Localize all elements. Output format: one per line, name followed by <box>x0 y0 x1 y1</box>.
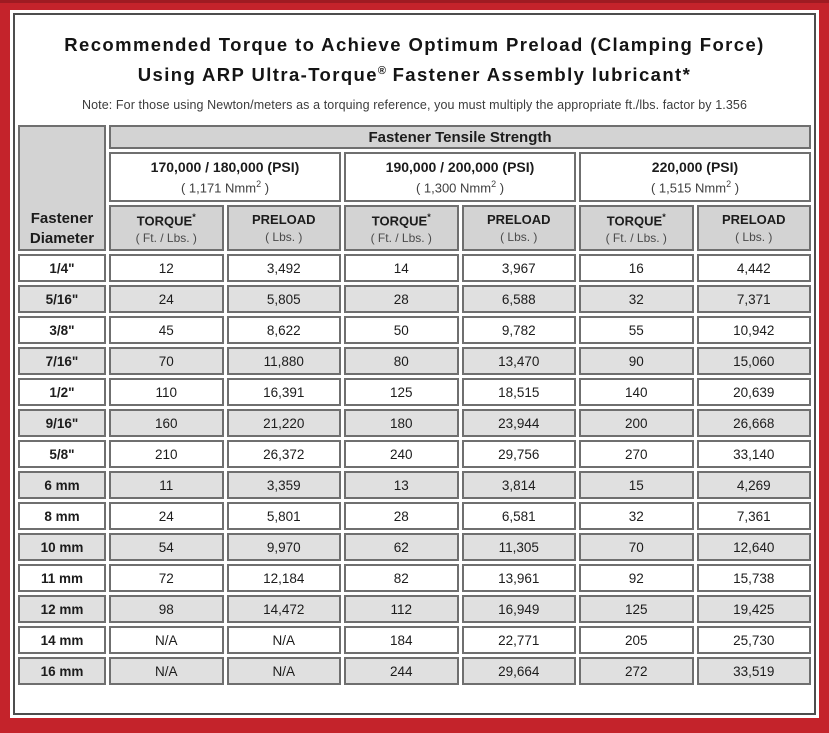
torque-value-cell-group3: 125 <box>579 595 694 623</box>
fastener-diameter-cell: 14 mm <box>18 626 106 654</box>
torque-value-cell-group1: 160 <box>109 409 224 437</box>
torque-column-header <box>344 205 459 251</box>
fastener-diameter-cell: 1/2" <box>18 378 106 406</box>
torque-value-cell-group3: 55 <box>579 316 694 344</box>
fastener-diameter-cell: 7/16" <box>18 347 106 375</box>
table-row <box>18 440 811 468</box>
torque-value-cell-group1: N/A <box>109 626 224 654</box>
torque-value-cell-group2: 62 <box>344 533 459 561</box>
torque-column-header <box>579 205 694 251</box>
fastener-diameter-cell: 8 mm <box>18 502 106 530</box>
torque-unit: ( Ft. / Lbs. ) <box>605 230 667 245</box>
torque-value-cell-group1: 24 <box>109 285 224 313</box>
preload-value-cell-group2: 13,961 <box>462 564 577 592</box>
preload-value-cell-group2: 9,782 <box>462 316 577 344</box>
page-title <box>15 30 814 89</box>
fastener-tensile-strength-header: Fastener Tensile Strength <box>109 125 811 149</box>
preload-value-cell-group3: 25,730 <box>697 626 812 654</box>
preload-label: PRELOAD <box>251 212 316 228</box>
preload-value-cell-group1: 14,472 <box>227 595 342 623</box>
torque-value-cell-group3: 140 <box>579 378 694 406</box>
torque-value-cell-group3: 70 <box>579 533 694 561</box>
preload-value-cell-group1: 5,805 <box>227 285 342 313</box>
table-row <box>18 595 811 623</box>
preload-value-cell-group3: 4,269 <box>697 471 812 499</box>
psi-group-header <box>579 152 811 202</box>
table-row <box>18 347 811 375</box>
preload-value-cell-group3: 10,942 <box>697 316 812 344</box>
torque-value-cell-group3: 16 <box>579 254 694 282</box>
preload-value-cell-group3: 7,371 <box>697 285 812 313</box>
torque-preload-table <box>15 122 814 688</box>
torque-value-cell-group1: 98 <box>109 595 224 623</box>
preload-value-cell-group2: 23,944 <box>462 409 577 437</box>
fastener-diameter-header: Fastener Diameter <box>18 125 106 251</box>
torque-value-cell-group1: 12 <box>109 254 224 282</box>
preload-value-cell-group2: 13,470 <box>462 347 577 375</box>
torque-value-cell-group3: 270 <box>579 440 694 468</box>
preload-value-cell-group3: 33,519 <box>697 657 812 685</box>
tensile-strength-header-row <box>18 125 811 149</box>
psi-group-header-row <box>18 152 811 202</box>
fastener-diameter-cell: 3/8" <box>18 316 106 344</box>
torque-label: TORQUE* <box>136 211 196 228</box>
preload-value-cell-group2: 22,771 <box>462 626 577 654</box>
torque-value-cell-group1: 54 <box>109 533 224 561</box>
preload-value-cell-group2: 16,949 <box>462 595 577 623</box>
preload-value-cell-group3: 26,668 <box>697 409 812 437</box>
preload-unit: ( Lbs. ) <box>265 230 303 245</box>
preload-value-cell-group2: 11,305 <box>462 533 577 561</box>
table-row <box>18 533 811 561</box>
torque-value-cell-group1: N/A <box>109 657 224 685</box>
preload-value-cell-group3: 12,640 <box>697 533 812 561</box>
psi-label: 220,000 (PSI) <box>651 159 739 176</box>
newton-meters-note: Note: For those using Newton/meters as a torquing reference, you must multiply the appropriate ft./lbs. factor by 1.356 <box>81 98 747 113</box>
preload-label: PRELOAD <box>721 212 786 228</box>
table-row <box>18 254 811 282</box>
preload-value-cell-group3: 20,639 <box>697 378 812 406</box>
preload-unit: ( Lbs. ) <box>500 230 538 245</box>
torque-unit: ( Ft. / Lbs. ) <box>135 230 197 245</box>
torque-value-cell-group1: 210 <box>109 440 224 468</box>
preload-column-header <box>462 205 577 251</box>
preload-value-cell-group2: 3,967 <box>462 254 577 282</box>
preload-value-cell-group1: 11,880 <box>227 347 342 375</box>
torque-value-cell-group2: 125 <box>344 378 459 406</box>
table-row <box>18 564 811 592</box>
table-row <box>18 471 811 499</box>
preload-value-cell-group1: 16,391 <box>227 378 342 406</box>
torque-value-cell-group1: 110 <box>109 378 224 406</box>
preload-value-cell-group3: 15,738 <box>697 564 812 592</box>
preload-value-cell-group2: 29,664 <box>462 657 577 685</box>
torque-value-cell-group1: 70 <box>109 347 224 375</box>
torque-value-cell-group2: 184 <box>344 626 459 654</box>
preload-value-cell-group2: 3,814 <box>462 471 577 499</box>
torque-value-cell-group1: 24 <box>109 502 224 530</box>
title-line-2: Using ARP Ultra-Torque® Fastener Assembly lubricant* <box>137 63 692 85</box>
preload-value-cell-group3: 15,060 <box>697 347 812 375</box>
fastener-diameter-cell: 9/16" <box>18 409 106 437</box>
preload-value-cell-group1: 26,372 <box>227 440 342 468</box>
title-block <box>15 15 814 112</box>
psi-label: 170,000 / 180,000 (PSI) <box>150 159 300 176</box>
torque-value-cell-group2: 82 <box>344 564 459 592</box>
registered-trademark-symbol: ® <box>377 64 387 77</box>
preload-value-cell-group1: 5,801 <box>227 502 342 530</box>
preload-value-cell-group3: 7,361 <box>697 502 812 530</box>
preload-value-cell-group1: 8,622 <box>227 316 342 344</box>
preload-value-cell-group2: 6,581 <box>462 502 577 530</box>
torque-value-cell-group3: 15 <box>579 471 694 499</box>
table-row <box>18 378 811 406</box>
torque-label: TORQUE* <box>371 211 431 228</box>
torque-value-cell-group2: 14 <box>344 254 459 282</box>
torque-label: TORQUE* <box>606 211 666 228</box>
document-panel <box>13 13 816 715</box>
preload-column-header <box>227 205 342 251</box>
torque-value-cell-group2: 240 <box>344 440 459 468</box>
table-row <box>18 626 811 654</box>
table-row <box>18 409 811 437</box>
fastener-diameter-cell: 12 mm <box>18 595 106 623</box>
torque-value-cell-group2: 50 <box>344 316 459 344</box>
preload-value-cell-group2: 29,756 <box>462 440 577 468</box>
nmm-label: ( 1,171 Nmm$^2$ ) <box>180 179 270 196</box>
preload-value-cell-group3: 4,442 <box>697 254 812 282</box>
preload-value-cell-group1: 3,359 <box>227 471 342 499</box>
table-row <box>18 502 811 530</box>
nmm-label: ( 1,515 Nmm$^2$ ) <box>650 179 740 196</box>
nmm-label: ( 1,300 Nmm$^2$ ) <box>415 179 505 196</box>
table-body <box>18 254 811 685</box>
preload-value-cell-group3: 33,140 <box>697 440 812 468</box>
torque-value-cell-group2: 28 <box>344 502 459 530</box>
torque-value-cell-group3: 92 <box>579 564 694 592</box>
preload-value-cell-group1: 3,492 <box>227 254 342 282</box>
torque-value-cell-group2: 112 <box>344 595 459 623</box>
fastener-diameter-cell: 11 mm <box>18 564 106 592</box>
fastener-diameter-cell: 10 mm <box>18 533 106 561</box>
preload-value-cell-group1: 9,970 <box>227 533 342 561</box>
preload-value-cell-group1: 12,184 <box>227 564 342 592</box>
torque-preload-subheader-row <box>18 205 811 251</box>
fastener-diameter-cell: 16 mm <box>18 657 106 685</box>
torque-value-cell-group2: 28 <box>344 285 459 313</box>
table-row <box>18 657 811 685</box>
torque-value-cell-group3: 32 <box>579 502 694 530</box>
torque-value-cell-group1: 72 <box>109 564 224 592</box>
torque-value-cell-group3: 90 <box>579 347 694 375</box>
torque-value-cell-group1: 11 <box>109 471 224 499</box>
fastener-diameter-cell: 5/16" <box>18 285 106 313</box>
table-row <box>18 316 811 344</box>
fastener-diameter-cell: 6 mm <box>18 471 106 499</box>
torque-value-cell-group3: 205 <box>579 626 694 654</box>
preload-value-cell-group2: 18,515 <box>462 378 577 406</box>
fastener-diameter-cell: 1/4" <box>18 254 106 282</box>
torque-value-cell-group2: 244 <box>344 657 459 685</box>
torque-value-cell-group3: 272 <box>579 657 694 685</box>
torque-value-cell-group3: 200 <box>579 409 694 437</box>
torque-value-cell-group1: 45 <box>109 316 224 344</box>
torque-value-cell-group2: 80 <box>344 347 459 375</box>
preload-label: PRELOAD <box>486 212 551 228</box>
torque-unit: ( Ft. / Lbs. ) <box>370 230 432 245</box>
preload-value-cell-group2: 6,588 <box>462 285 577 313</box>
preload-column-header <box>697 205 812 251</box>
psi-label: 190,000 / 200,000 (PSI) <box>385 159 535 176</box>
preload-unit: ( Lbs. ) <box>735 230 773 245</box>
psi-group-header <box>344 152 576 202</box>
preload-value-cell-group3: 19,425 <box>697 595 812 623</box>
table-row <box>18 285 811 313</box>
preload-value-cell-group1: N/A <box>227 626 342 654</box>
torque-value-cell-group2: 180 <box>344 409 459 437</box>
torque-value-cell-group2: 13 <box>344 471 459 499</box>
title-line-1: Recommended Torque to Achieve Optimum Preload (Clamping Force) <box>64 34 765 55</box>
fastener-diameter-cell: 5/8" <box>18 440 106 468</box>
torque-column-header <box>109 205 224 251</box>
torque-value-cell-group3: 32 <box>579 285 694 313</box>
psi-group-header <box>109 152 341 202</box>
preload-value-cell-group1: N/A <box>227 657 342 685</box>
preload-value-cell-group1: 21,220 <box>227 409 342 437</box>
